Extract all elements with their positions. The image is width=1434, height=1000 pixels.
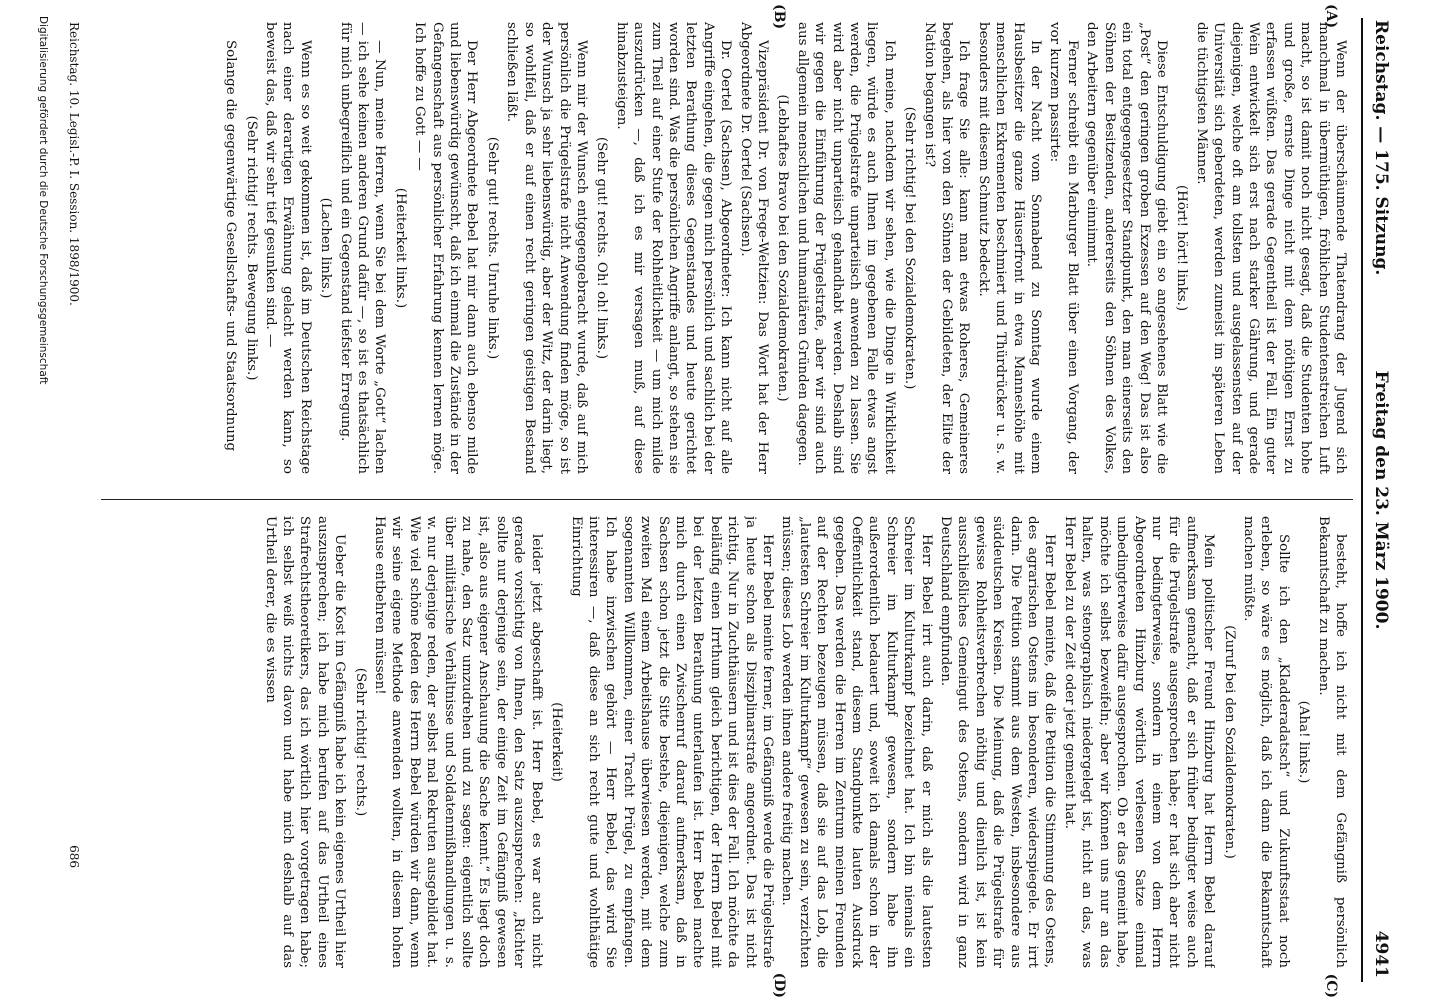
paragraph: Ueber die Kost im Gefängniß habe ich kein eigenes Urtheil hier auszusprechen; ich habe mich berufen auf das Urtheil eines Strafrechtstheoretikers, das ich wörtlich hier vorgetragen habe; ich selbst weiß nichts davon und habe mich deshalb auf das Urtheil derer, die es wissen	[262, 516, 348, 968]
interjection: (Zuruf bei den Sozialdemokraten.)	[1221, 625, 1237, 859]
paragraph: Mein politischer Freund Hinzburg hat Herrn Bebel darauf aufmerksam gemacht, daß er sich früher bedingter weise auch für die Prügelstrafe ausgesprochen habe; er hat sich aber nicht nur bedingterweise, sondern in einem von dem Herrn Abgeordneten Hinzburg wörtlich verlesenen Satze einmal unbedingterweise dafür ausgesprochen. Ob er das gemeint habe, möchte ich selbst bezweifeln; aber wir können uns nur an das halten, was stenographisch niedergelegt ist, nicht an das, was Herr Bebel zu der Zeit oder jetzt gemeint hat.	[1061, 516, 1217, 968]
speaker-paragraph: Dr. Oertel (Sachsen), Abgeordneter: Ich kann nicht auf alle Angriffe eingehen, die gegen mich persönlich und sachlich bei der letzten Berathung dieses Gegenstandes und heute gerichtet worden sind. Was die persönlichen Angriffe anlangt, so stehen sie zum Theil auf einer Stufe der Rohheitlichkeit — um mich milde auszudrücken —, daß ich es mir versagen muß, auf diese hinabzusteigen.	[613, 22, 734, 474]
paragraph: Wenn es so weit gekommen ist, daß im Deutschen Reichstage nach einer derartigen Erwähnung gelacht werden kann, so beweist das, daß wir sehr tief gesunken sind. —	[263, 22, 313, 474]
page-header	[1365, 10, 1391, 990]
interjection: (Sehr richtig! rechts.)	[352, 667, 368, 817]
column-separator	[101, 499, 1353, 500]
margin-marker-b: (B)	[771, 4, 787, 30]
interjection: (Hört! hört! links.)	[1174, 184, 1190, 312]
paragraph: Sollte ich den „Kladderadatsch“ und Zukunftsstaat noch erleben, so wäre es möglich, daß ich dann die Bekanntschaft machen müßte.	[1240, 516, 1291, 968]
interjection: (Sehr gut! rechts. Oh! oh! links.)	[594, 136, 610, 360]
page-number: 4941	[1371, 930, 1391, 978]
header-rule	[1361, 18, 1363, 982]
right-column	[101, 516, 1349, 968]
header-date: Freitag den 23. März 1900.	[1371, 370, 1391, 630]
footer-session: Reichstag. 10. Legisl.-P. I. Session. 1898/1900.	[67, 22, 81, 306]
margin-marker-d: (D)	[771, 972, 787, 998]
paragraph: Ferner schreibt ein Marburger Blatt über einen Vorgang, der vor kurzem passirte:	[1047, 22, 1080, 474]
paragraph: Herr Bebel irrt auch darin, daß er mich als die lautesten Schreier im Kulturkampf bezeichnet hat. Ich bin niemals ein Schreier im Kulturkampf gewesen, sondern habe ihn außerordentlich bedauert und, soweit ich damals schon in der Oeffentlichkeit stand, diesem Standpunkte lauten Ausdruck gegeben. Das werden die Herren im Zentrum meinen Freunden auf der Rechten bezeugen müssen, daß sie auf das Lob, die „lautesten Schreier im Kulturkampf“ gewesen zu sein, verzichten müssen; dieses Lob werden ihnen andere freitig machen.	[779, 516, 934, 968]
interjection: (Sehr richtig! bei den Sozialdemokraten.)	[902, 106, 918, 390]
paragraph: Der Herr Abgeordnete Bebel hat mir dann auch ebenso milde und liebenswürdig gewünscht, daß ich einmal die Zustände in der Gefangenschaft aus persönlicher Erfahrung kennen lernen möge. Ich hoffe zu Gott — —	[412, 22, 480, 474]
speaker-paragraph: Vizepräsident Dr. von Frege-Weltzien: Das Wort hat der Herr Abgeordnete Dr. Oertel (Sachsen).	[737, 22, 770, 474]
header-left: Reichstag. — 175. Sitzung.	[1371, 20, 1391, 276]
interjection: (Heiterkeit links.)	[392, 187, 408, 309]
paragraph: Herr Bebel meinte ferner, im Gefängniß werde die Prügelstrafe ja heute schon als Disziplinarstrafe angeordnet. Das ist nicht richtig. Nur in Zuchthäusern und ist dies der Fall. Ich möchte da beiläufig einen Irrthum gleich berichtigen, der Herrn Bebel mit bei der letzten Berathung unterlaufen ist. Herr Bebel machte mich durch einen Zwischenruf darauf aufmerksam, daß in Sachsen schon jetzt die Sitte bestehe, diejenigen, welche zum zweiten Mal einem Arbeitshause überwiesen werden, mit dem sogenannten Willkommen, einer Tracht Prügel, zu empfangen. Ich habe inzwischen gehört — Herr Bebel, das wird Sie interessiren —, daß diese an sich recht gute und wohlthätige Einrichtung	[568, 516, 775, 968]
page-footer	[61, 22, 95, 978]
paragraph: Solange die gegenwärtige Gesellschafts- und Staatsordnung	[223, 40, 239, 452]
digitization-credit: Digitalisierung gefördert durch die Deutsche Forschungsgemeinschaft	[37, 16, 49, 385]
interjection: (Lebhaftes Bravo bei den Sozialdemokraten.)	[775, 94, 791, 402]
interjection: (Aha! links.)	[1296, 700, 1312, 784]
quote-paragraph: In der Nacht vom Sonnabend zu Sonntag wurde einem Hausbesitzer die ganze Häuserfront in etwa Manneshöhe mit menschlichen Exkrementen beschmiert und Thürdrücker u. s. w. besonders mit diesem Schmutz bedeckt.	[975, 22, 1044, 474]
paragraph: Herr Bebel meinte, daß die Petition die Stimmung des Ostens, des agrarischen Ostens im besonderen, wiederspiegele. Er irrt darin. Die Petition stammt aus dem Westen, insbesondere aus süddeutschen Kreisen. Die Meinung, daß die Prügelstrafe für gewisse Rohheitsverbrechen nöthig und dienlich ist, ist kein ausschließliches Gemeingut des Ostens, sondern wird in ganz Deutschland empfunden.	[938, 516, 1058, 968]
paragraph: Wenn der überschäumende Thatendrang der Jugend sich manchmal in übermüthigen, fröhlichen Studentenstreichen Luft macht, so ist damit noch nicht gesagt, daß die Studenten hohe und große, ernste Dinge nicht mit dem nöthigen Ernst zu erfassen wüßten. Das gerade Gegentheil ist der Fall. Ein guter Wein entwickelt sich erst nach starker Gährung, und gerade diejenigen, welche oft am tollsten und ausgelassensten auf der Universität sich geberdeten, werden zumeist im späteren Leben die tüchtigsten Männer.	[1193, 22, 1348, 474]
paragraph: leider jetzt abgeschafft ist. Herr Bebel, es war auch nicht gerade vorsichtig von Ihnen, den Satz auszusprechen: „Richter sollte nur derjenige sein, der einige Zeit im Gefängniß gewesen ist, also aus eigener Anschauung die Sache kennt.“ Es liegt doch zu nahe, den Satz umzudrehen und zu sagen: eigentlich sollte über militärische Verhältnisse und Soldatenmißhandlungen u. s. w. nur derjenige reden, der selbst mal Rekruten ausgebildet hat. Wie viel schöne Reden des Herrn Bebel würden wir dann, wenn wir seine eigene Methode anwenden wollten, in diesem hohen Hause entbehren müssen!	[372, 516, 544, 968]
paragraph: Ich meine, nachdem wir sehen, wie die Dinge in Wirklichkeit liegen, würde es auch Ihnen im gegebenen Falle etwas angst werden, die Prügelstrafe unparteiisch anwenden zu lassen. Sie wird aber nicht unparteiisch gehandhabt werden. Deshalb sind wir gegen die Einführung der Prügelstrafe, aber wir sind auch aus allgemein menschlichen und humanitären Gründen dagegen.	[794, 22, 897, 474]
paragraph: besteht, hoffe ich nicht mit dem Gefängniß persönlich Bekanntschaft zu machen.	[1315, 516, 1348, 968]
paragraph: Diese Entschuldigung giebt ein so angesehenes Blatt wie die „Post“ den geringen groben Exzessen auf den Weg! Das ist also ein total entgegengesetzter Standpunkt, den man einerseits den Söhnen der Besitzenden, andererseits den Söhnen des Volkes, den Arbeitern gegenüber einnimmt.	[1084, 22, 1169, 474]
interjection: (Sehr richtig! rechts. Bewegung links.)	[243, 115, 259, 381]
left-column	[101, 22, 1349, 474]
interjection: (Sehr gut! rechts. Unruhe links.)	[484, 136, 500, 360]
footer-sheet-number: 686	[67, 845, 81, 868]
interjection: (Lachen links.)	[318, 197, 334, 299]
margin-marker-a: (A)	[1323, 4, 1339, 29]
margin-marker-c: (C)	[1323, 973, 1339, 998]
paragraph: Wenn mir der Wunsch entgegengebracht wurde, daß auf mich persönlich die Prügelstrafe nicht Anwendung finden möge, so ist der Wunsch ja sehr liebenswürdig, aber der Witz, der darin liegt, so wohlfeil, daß er auf einen recht geringen geistigen Bestand schließen läßt.	[504, 22, 589, 474]
paragraph: — Nun, meine Herren, wenn Sie bei dem Worte „Gott“ lachen — ich sehe keinen anderen Grund dafür —, so ist es thatsächlich für mich unbegreiflich und ein Gegenstand tiefster Erregung.	[337, 22, 388, 474]
interjection: (Heiterkeit)	[549, 702, 565, 782]
paragraph: Ich frage Sie alle: kann man etwas Roheres, Gemeineres begehen, als hier von den Söhnen der Gebildeten, der Elite der Nation begangen ist?	[921, 22, 972, 474]
rotated-newspaper-page	[27, 4, 1407, 998]
